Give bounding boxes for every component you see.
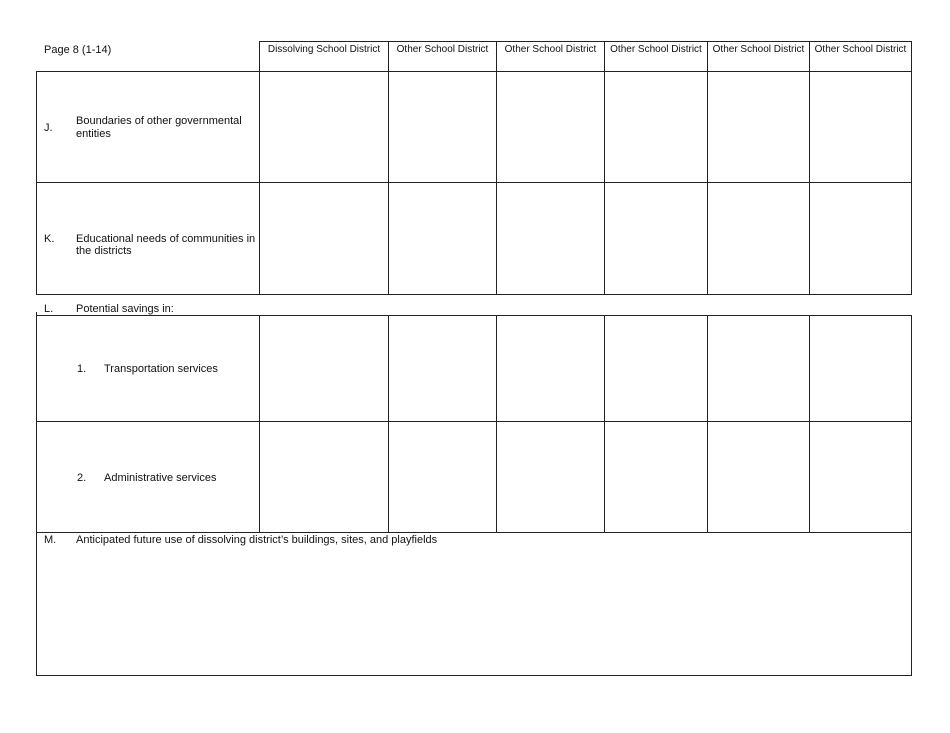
section-l-letter: L.	[44, 303, 54, 315]
answer-cell-k-other-4[interactable]	[708, 183, 809, 294]
grid-line	[36, 71, 37, 295]
grid-line	[36, 294, 912, 295]
section-m-letter: M.	[44, 534, 57, 546]
answer-cell-k-other-1[interactable]	[389, 183, 496, 294]
row-j-letter: J.	[44, 122, 53, 134]
answer-cell-k-other-5[interactable]	[810, 183, 911, 294]
row-j-label: Boundaries of other governmental	[76, 115, 242, 127]
grid-line	[36, 315, 37, 533]
answer-cell-j-dissolving[interactable]	[260, 72, 388, 182]
answer-cell-k-other-2[interactable]	[497, 183, 604, 294]
answer-cell-l1-other-3[interactable]	[605, 316, 707, 421]
column-header-dissolving: Dissolving School District	[267, 44, 381, 55]
answer-cell-l2-other-1[interactable]	[389, 422, 496, 532]
column-header-other-5: Other School District	[814, 44, 907, 55]
grid-line	[36, 532, 912, 533]
savings-item-1-label: Transportation services	[104, 363, 218, 375]
answer-cell-l2-other-3[interactable]	[605, 422, 707, 532]
grid-line	[911, 41, 912, 295]
answer-cell-l2-other-5[interactable]	[810, 422, 911, 532]
grid-line	[36, 675, 912, 676]
row-k-letter: K.	[44, 233, 55, 245]
answer-cell-j-other-3[interactable]	[605, 72, 707, 182]
section-m-title: Anticipated future use of dissolving district’s buildings, sites, and playfields	[76, 534, 438, 546]
answer-cell-j-other-1[interactable]	[389, 72, 496, 182]
answer-cell-l1-other-2[interactable]	[497, 316, 604, 421]
row-k-label-cont: the districts	[76, 245, 132, 257]
answer-cell-k-other-3[interactable]	[605, 183, 707, 294]
answer-cell-j-other-2[interactable]	[497, 72, 604, 182]
answer-cell-l2-dissolving[interactable]	[260, 422, 388, 532]
savings-item-2-label: Administrative services	[104, 472, 217, 484]
answer-cell-l1-other-4[interactable]	[708, 316, 809, 421]
column-header-other-3: Other School District	[610, 44, 702, 55]
answer-cell-j-other-5[interactable]	[810, 72, 911, 182]
answer-cell-l1-dissolving[interactable]	[260, 316, 388, 421]
row-j-label-cont: entities	[76, 128, 111, 140]
answer-cell-l2-other-4[interactable]	[708, 422, 809, 532]
answer-cell-l1-other-5[interactable]	[810, 316, 911, 421]
answer-cell-k-dissolving[interactable]	[260, 183, 388, 294]
column-header-other-1: Other School District	[396, 44, 489, 55]
answer-field-m[interactable]	[37, 550, 911, 675]
savings-item-2-number: 2.	[77, 472, 87, 484]
answer-cell-l1-other-1[interactable]	[389, 316, 496, 421]
grid-line	[911, 315, 912, 533]
column-header-other-2: Other School District	[504, 44, 597, 55]
savings-item-1-number: 1.	[77, 363, 87, 375]
page-number: Page 8 (1-14)	[44, 44, 112, 56]
answer-cell-l2-other-2[interactable]	[497, 422, 604, 532]
grid-line	[911, 532, 912, 676]
row-k-label: Educational needs of communities in	[76, 233, 256, 245]
section-l-title: Potential savings in:	[76, 303, 174, 315]
column-header-other-4: Other School District	[712, 44, 805, 55]
grid-line	[259, 41, 912, 42]
answer-cell-j-other-4[interactable]	[708, 72, 809, 182]
